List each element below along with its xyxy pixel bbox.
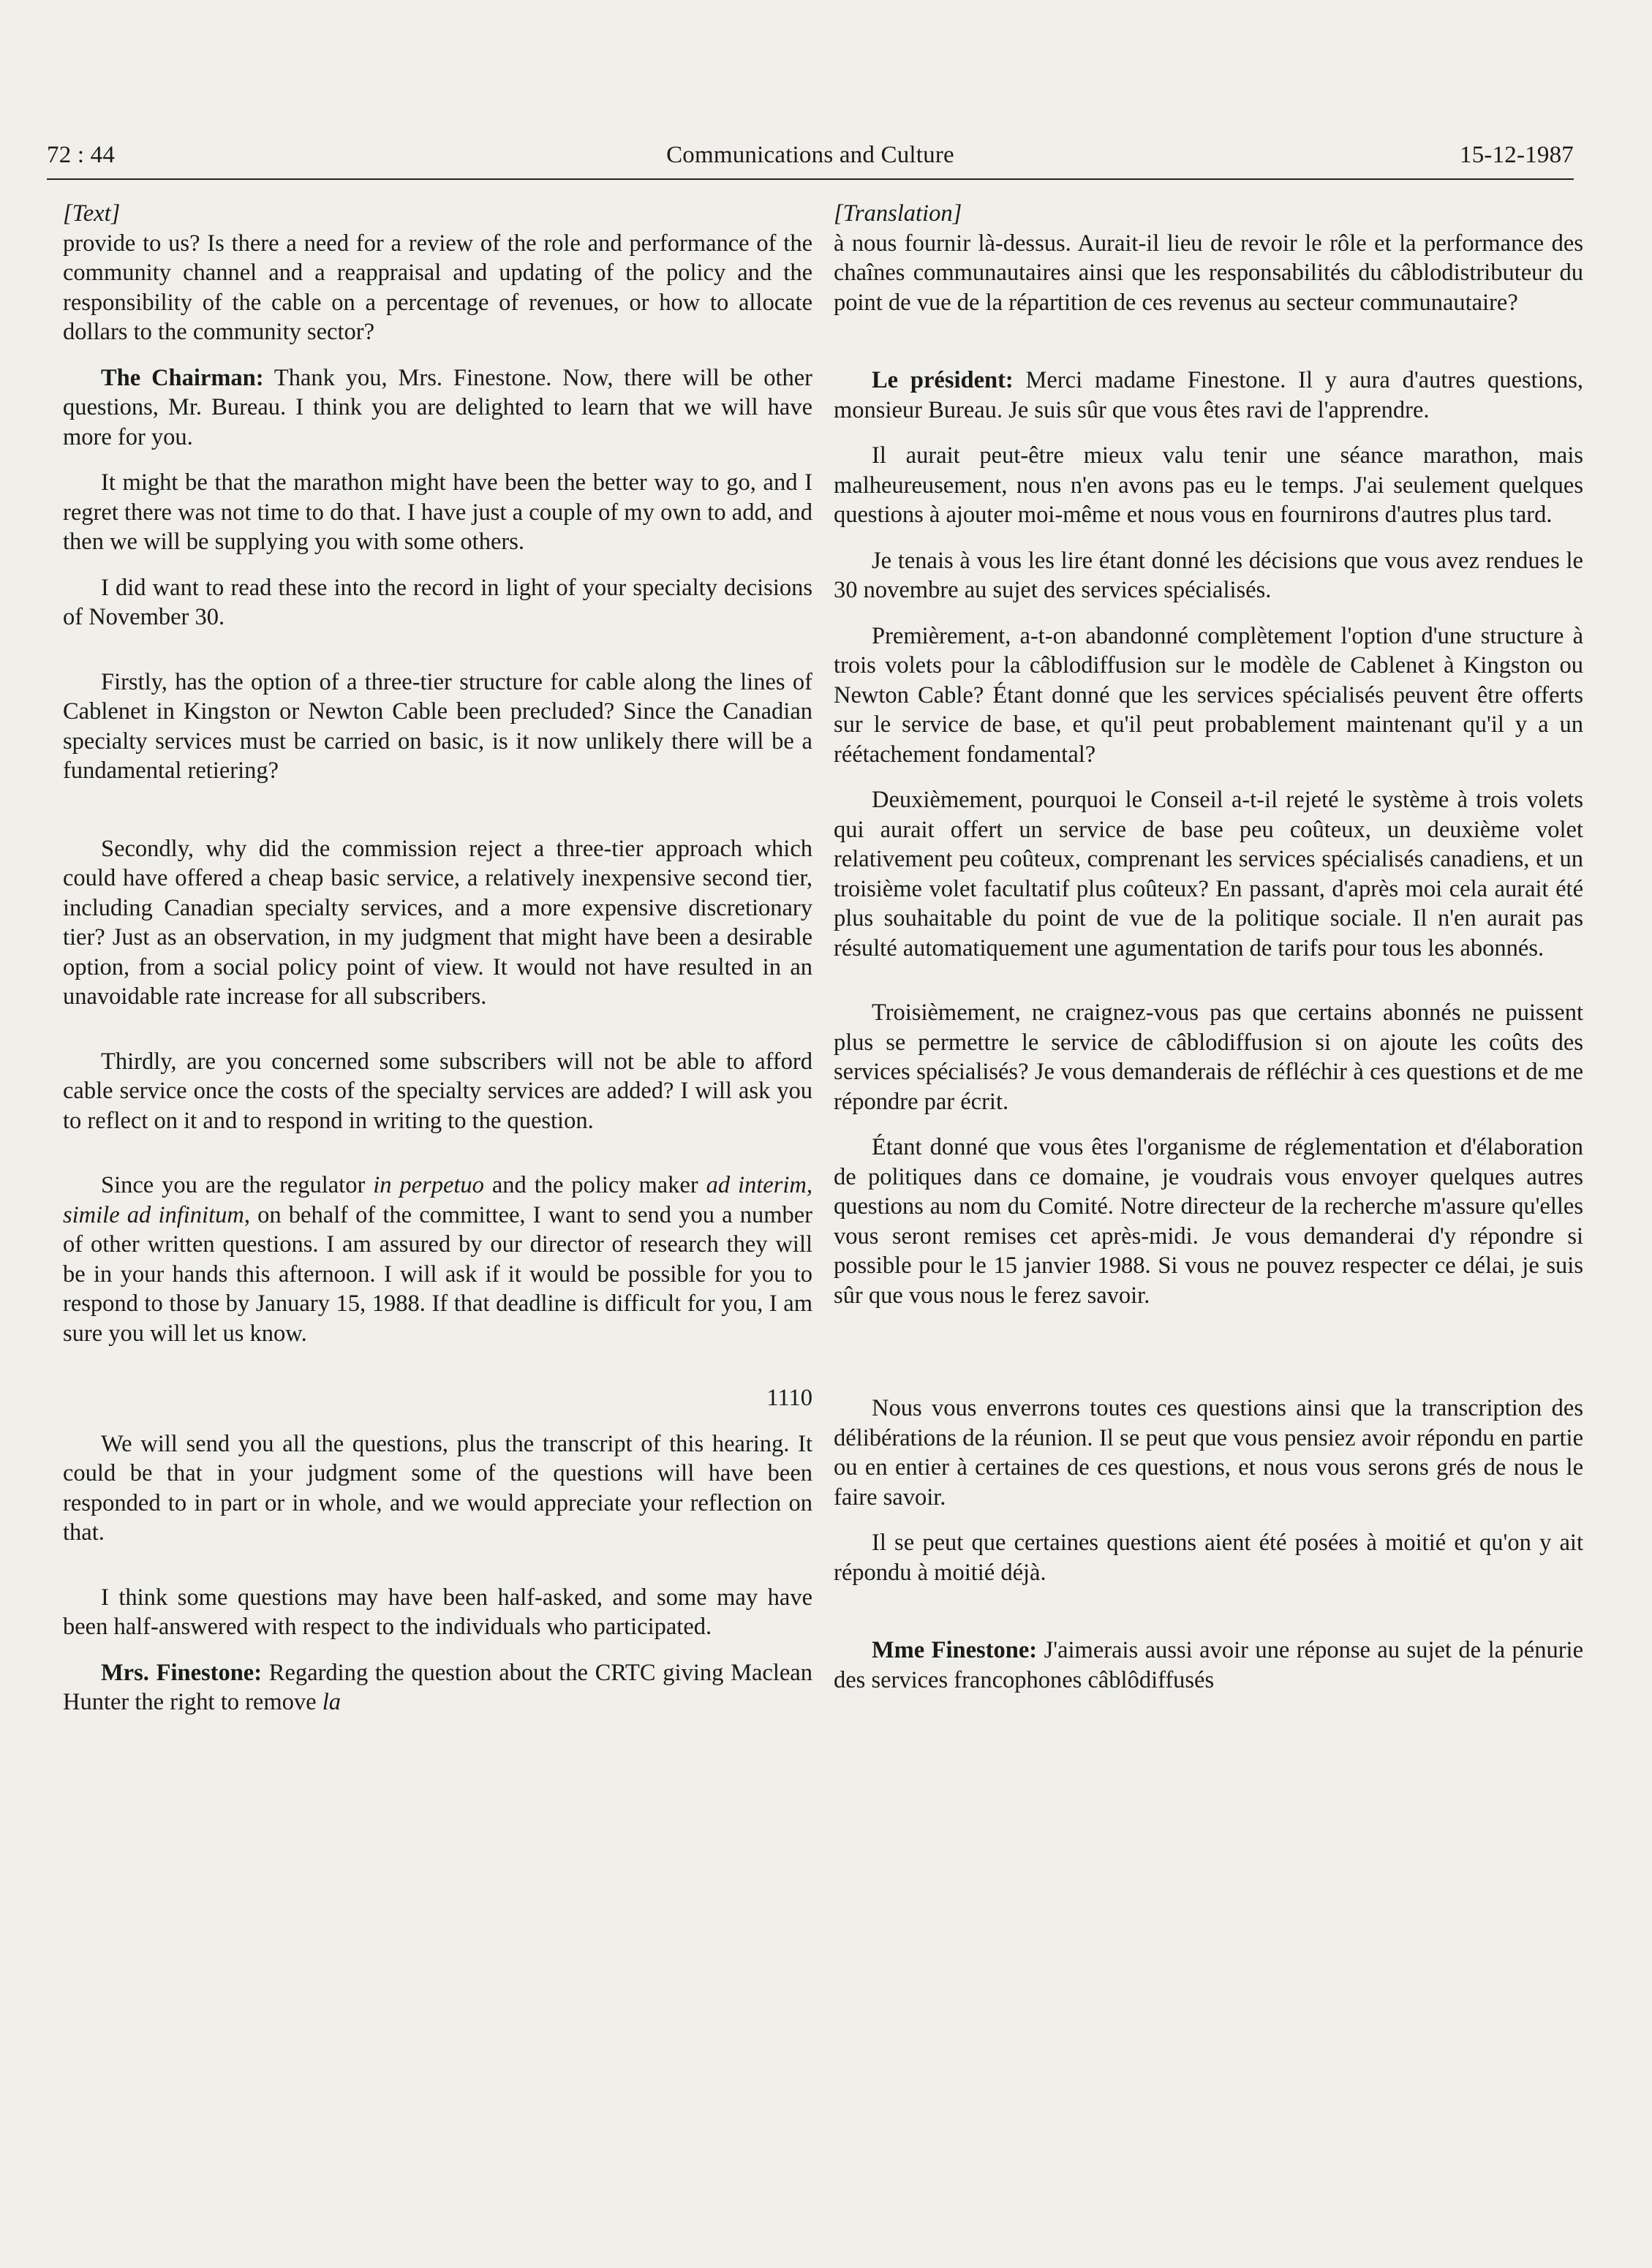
time-marker: 1110 (766, 1385, 812, 1411)
paragraph: Je tenais à vous les lire étant donné les décisions que vous avez rendues le 30 novembre au sujet des services spécialisés. (834, 547, 1583, 603)
publication-date: 15-12-1987 (1460, 142, 1574, 168)
paragraph: Nous vous enverrons toutes ces questions ainsi que la transcription des délibérations de la réunion. Il se peut que vous pensiez avoir répondu en partie ou en entier à certaines de ces questions, et nous vous serons grés de nous le faire savoir. (834, 1395, 1583, 1511)
paragraph: provide to us? Is there a need for a review of the role and performance of the community channel and a reappraisal and updating of the policy and the responsibility of the cable on a percentage of revenues, or how to allocate dollars to the community sector? (63, 230, 812, 345)
paragraph: Il aurait peut-être mieux valu tenir une séance marathon, mais malheureusement, nous n'en avons pas eu le temps. J'ai seulement quelques questions à ajouter moi-même et nous vous en fournirons d'autres plus tard. (834, 442, 1583, 528)
page-header (47, 137, 1574, 175)
paragraph: Secondly, why did the commission reject a three-tier approach which could have offered a cheap basic service, a relatively inexpensive second tier, including Canadian specialty services, and a more expensive discretionary tier? Just as an observation, in my judgment that might have been a desirable option, from a social policy point of view. It would not have resulted in an unavoidable rate increase for all subscribers. (63, 835, 812, 1010)
paragraph: Troisièmement, ne craignez-vous pas que certains abonnés ne puissent plus se permettre le service de câblodiffusion si on ajoute les coûts des services spécialisés? Je vous demanderais de réfléchir à ces questions et de me répondre par écrit. (834, 999, 1583, 1115)
paragraph: Il se peut que certaines questions aient été posées à moitié et qu'on y ait répondu à moitié déjà. (834, 1530, 1583, 1586)
speaker-name: Mrs. Finestone: (101, 1659, 263, 1686)
speaker-paragraph: Le président: Merci madame Finestone. Il y aura d'autres questions, monsieur Bureau. Je suis sûr que vous êtes ravi de l'apprendre. (834, 367, 1583, 423)
speaker-name: Mme Finestone: (872, 1637, 1038, 1663)
paragraph: I did want to read these into the record in light of your specialty decisions of November 30. (63, 574, 812, 630)
speaker-paragraph: Mrs. Finestone: Regarding the question about the CRTC giving Maclean Hunter the right to remove la (63, 1659, 812, 1715)
paragraph: Étant donné que vous êtes l'organisme de réglementation et d'élaboration de politiques dans ce domaine, je voudrais vous envoyer quelques autres questions au nom du Comité. Notre directeur de la recherche m'assure qu'elles vous seront remises cet après-midi. Je vous demanderai d'y répondre si possible pour le 15 janvier 1988. Si vous ne pouvez respecter ce délai, je suis sûr que vous nous le ferez savoir. (834, 1134, 1583, 1309)
paragraph: à nous fournir là-dessus. Aurait-il lieu de revoir le rôle et la performance des chaînes communautaires ainsi que les responsabilités du câblodistributeur du point de vue de la répartition de ces revenus au secteur communautaire? (834, 230, 1583, 316)
paragraph: Thirdly, are you concerned some subscribers will not be able to afford cable service once the costs of the specialty services are added? I will ask you to reflect on it and to respond in writing to the question. (63, 1048, 812, 1134)
speaker-name: Le président: (872, 367, 1014, 393)
paragraph: It might be that the marathon might have been the better way to go, and I regret there was not time to do that. I have just a couple of my own to add, and then we will be supplying you with some others. (63, 469, 812, 555)
speaker-paragraph: Mme Finestone: J'aimerais aussi avoir une réponse au sujet de la pénurie des services francophones câblôdiffusés (834, 1637, 1583, 1693)
translation-label: [Translation] (834, 200, 962, 227)
paragraph: Deuxièmement, pourquoi le Conseil a-t-il rejeté le système à trois volets qui aurait offert un service de base peu coûteux, un deuxième volet relativement peu coûteux, comprenant les services spécialisés canadiens, et un troisième volet facultatif plus coûteux? En passant, d'après moi cela aurait été plus souhaitable du point de vue de la politique sociale. Il n'en aurait pas résulté automatiquement une agumentation de tarifs pour tous les abonnés. (834, 787, 1583, 961)
paragraph: Premièrement, a-t-on abandonné complètement l'option d'une structure à trois volets pour la câblodiffusion sur le modèle de Cablenet à Kingston ou Newton Cable? Étant donné que les services spécialisés peuvent être offerts sur le service de base, et qu'il peut probablement maintenant qu'il y a un réétachement fondamental? (834, 622, 1583, 768)
text-label: [Text] (63, 200, 121, 227)
speaker-name: The Chairman: (101, 364, 264, 391)
paragraph: I think some questions may have been half-asked, and some may have been half-answered with respect to the individuals who participated. (63, 1584, 812, 1640)
paragraph: Firstly, has the option of a three-tier structure for cable along the lines of Cablenet in Kingston or Newton Cable been precluded? Since the Canadian specialty services must be carried on basic, is it now unlikely there will be a fundamental retiering? (63, 668, 812, 784)
header-rule (47, 178, 1574, 180)
english-column (63, 199, 812, 1717)
paragraph: We will send you all the questions, plus the transcript of this hearing. It could be that in your judgment some of the questions will have been responded to in part or in whole, and we would appreciate your reflection on that. (63, 1430, 812, 1546)
paragraph: Since you are the regulator in perpetuo and the policy maker ad interim, simile ad infinitum, on behalf of the committee, I want to send you a number of other written questions. I am assured by our director of research they will be in your hands this afternoon. I will ask if it would be possible for you to respond to those by January 15, 1988. If that deadline is difficult for you, I am sure you will let us know. (63, 1172, 812, 1347)
speaker-paragraph: The Chairman: Thank you, Mrs. Finestone. Now, there will be other questions, Mr. Bureau. I think you are delighted to learn that we will have more for you. (63, 364, 813, 450)
publication-title: Communications and Culture (666, 142, 954, 168)
page-number: 72 : 44 (47, 142, 116, 168)
french-column (834, 199, 1583, 1695)
